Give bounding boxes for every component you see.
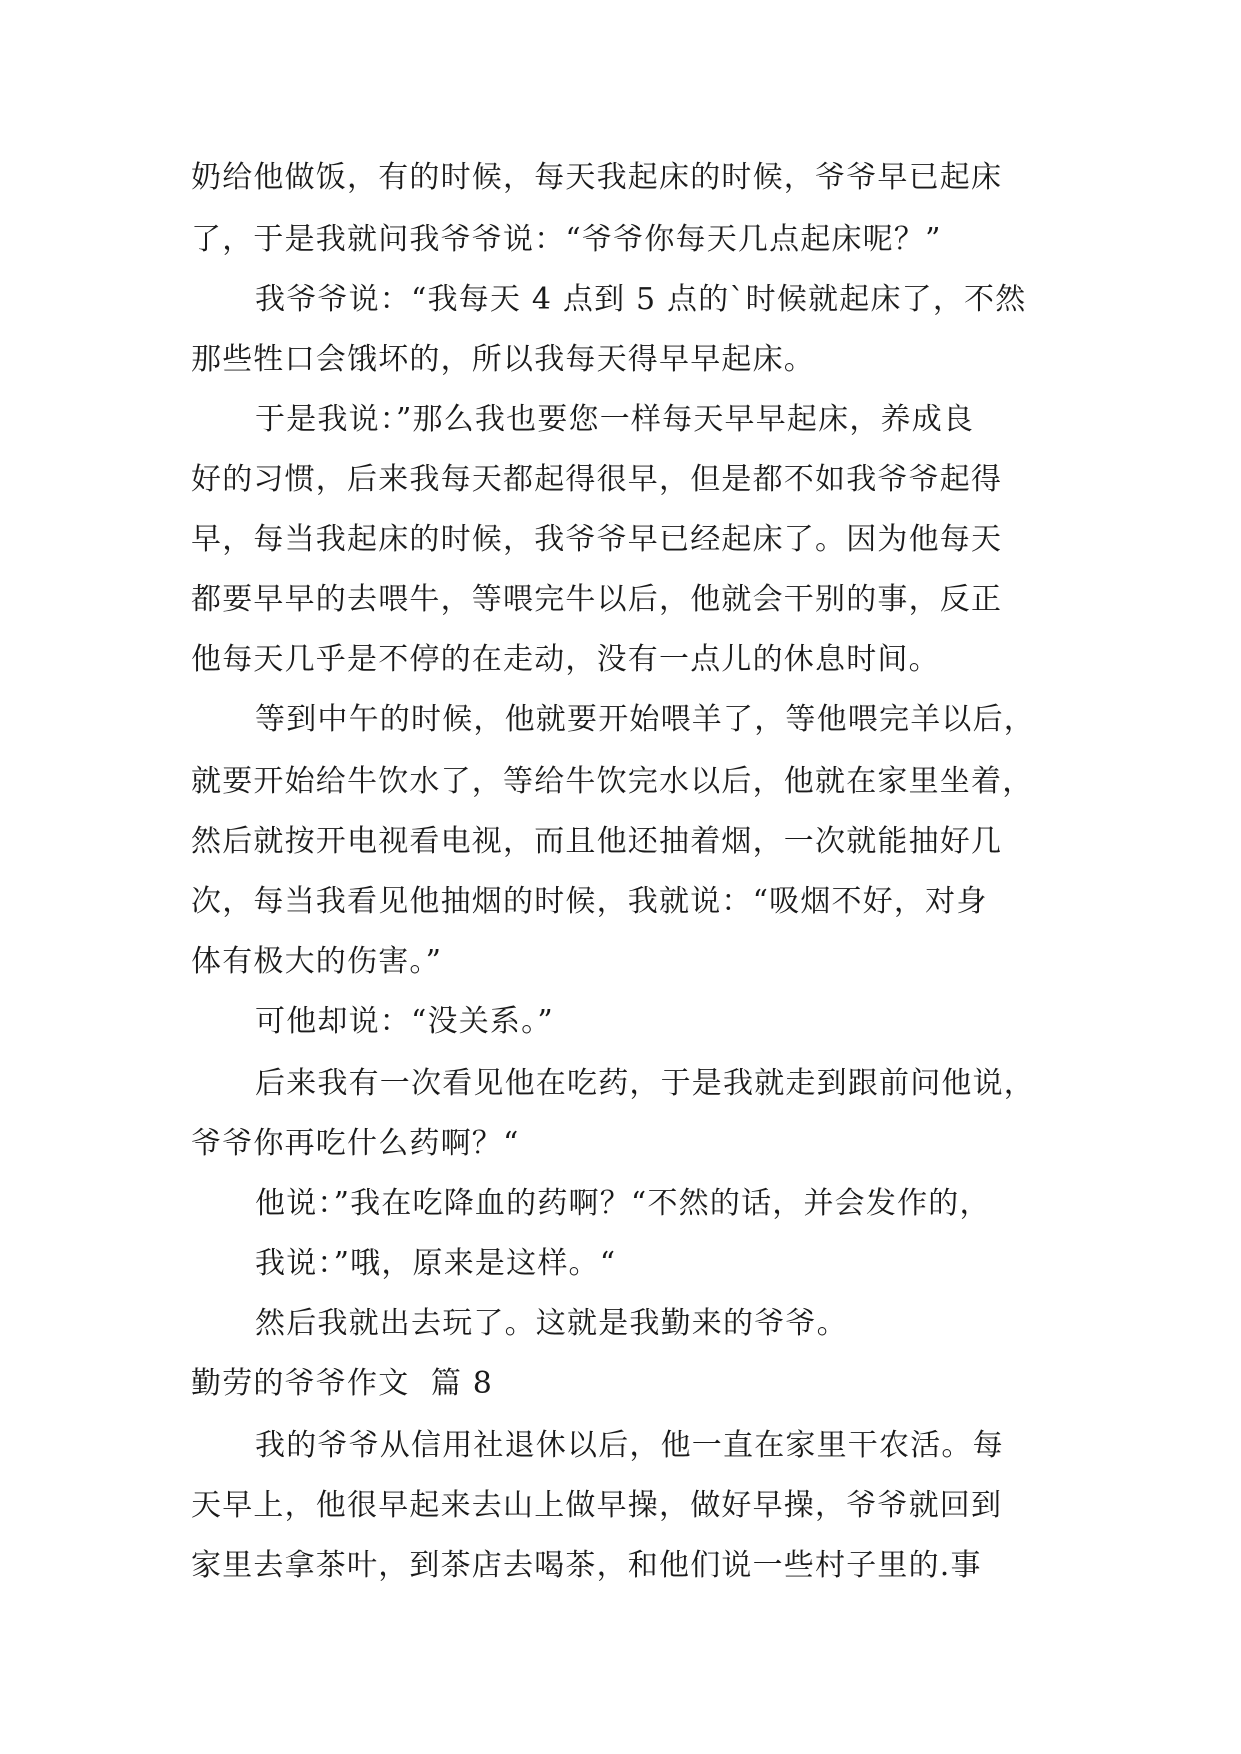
text-line: 等到中午的时候，他就要开始喂羊了，等他喂完羊以后， bbox=[255, 702, 1035, 737]
text-line: 家里去拿茶叶，到茶店去喝茶，和他们说一些村子里的.事 bbox=[191, 1548, 982, 1583]
text-line: 然后就按开电视看电视，而且他还抽着烟，一次就能抽好几 bbox=[191, 824, 1003, 859]
text-line: 我说：”哦，原来是这样。“ bbox=[255, 1246, 617, 1281]
text-line: 就要开始给牛饮水了，等给牛饮完水以后，他就在家里坐着， bbox=[191, 764, 1034, 799]
text-line: 早，每当我起床的时候，我爷爷早已经起床了。因为他每天 bbox=[191, 522, 1003, 557]
text-line: 他说：”我在吃降血的药啊？“不然的话，并会发作的， bbox=[255, 1186, 991, 1221]
text-line: 奶给他做饭，有的时候，每天我起床的时候，爷爷早已起床 bbox=[191, 160, 1003, 195]
text-line: 天早上，他很早起来去山上做早操，做好早操，爷爷就回到 bbox=[191, 1488, 1003, 1523]
text-line: 于是我说：”那么我也要您一样每天早早起床，养成良 bbox=[255, 402, 975, 437]
text-line: 爷爷你再吃什么药啊？“ bbox=[191, 1126, 520, 1161]
text-line: 后来我有一次看见他在吃药，于是我就走到跟前问他说， bbox=[255, 1066, 1035, 1101]
text-line: 都要早早的去喂牛，等喂完牛以后，他就会干别的事，反正 bbox=[191, 582, 1003, 617]
text-line: 体有极大的伤害。” bbox=[191, 944, 443, 979]
text-line: 好的习惯，后来我每天都起得很早，但是都不如我爷爷起得 bbox=[191, 462, 1003, 497]
section-heading: 勤劳的爷爷作文 篇 8 bbox=[191, 1366, 494, 1401]
text-line: 了，于是我就问我爷爷说：“爷爷你每天几点起床呢？” bbox=[191, 222, 942, 257]
text-line: 然后我就出去玩了。这就是我勤来的爷爷。 bbox=[255, 1306, 848, 1341]
text-line: 次，每当我看见他抽烟的时候，我就说：“吸烟不好，对身 bbox=[191, 884, 988, 919]
text-line: 我爷爷说：“我每天 4 点到 5 点的`时候就起床了，不然 bbox=[255, 282, 1027, 317]
text-line: 那些牲口会饿坏的，所以我每天得早早起床。 bbox=[191, 342, 815, 377]
text-line: 我的爷爷从信用社退休以后，他一直在家里干农活。每 bbox=[255, 1428, 1004, 1463]
text-line: 可他却说：“没关系。” bbox=[255, 1004, 554, 1039]
text-line: 他每天几乎是不停的在走动，没有一点儿的休息时间。 bbox=[191, 642, 940, 677]
